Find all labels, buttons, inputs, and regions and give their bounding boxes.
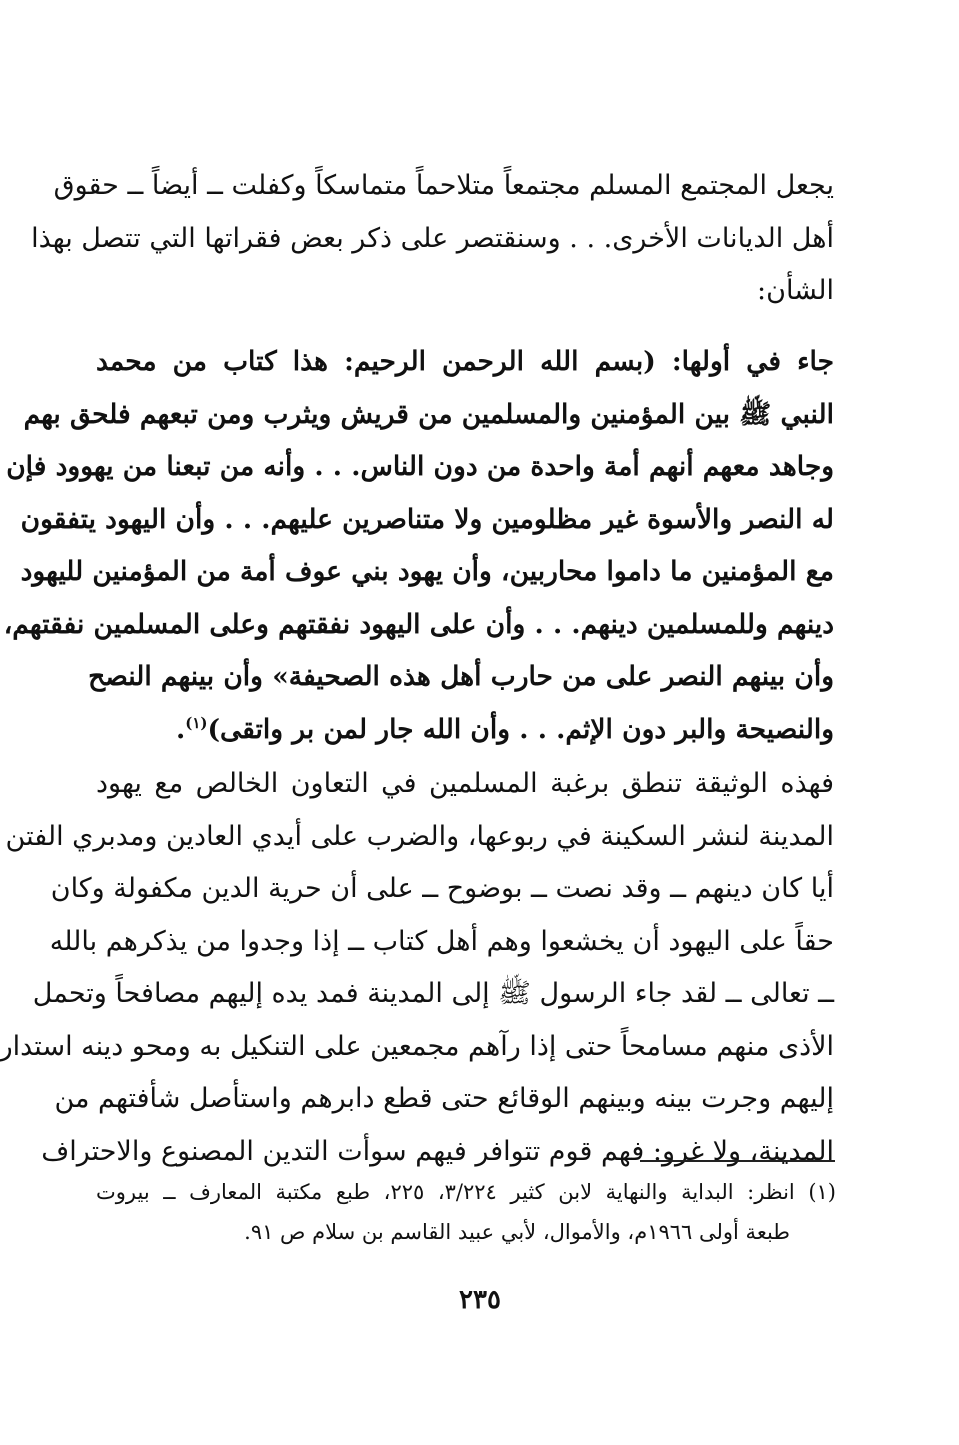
paragraph-line: المدينة لنشر السكينة في ربوعها، والضرب على أيدي العادين ومدبري الفتن xyxy=(5,820,834,852)
paragraph-line: دينهم وللمسلمين دينهم. . . وأن على اليهود نفقتهم وعلى المسلمين نفقتهم، xyxy=(3,608,834,640)
paragraph-line: حقاً على اليهود أن يخشعوا وهم أهل كتاب ــ إذا وجدوا من يذكرهم بالله xyxy=(49,925,834,957)
paragraph-line: جاء في أولها: (بسم الله الرحمن الرحيم: هذا كتاب من محمد xyxy=(96,346,834,377)
paragraph-line: أهل الديانات الأخرى. . . وسنقتصر على ذكر بعض فقراتها التي تتصل بهذا xyxy=(31,222,834,254)
paragraph-line: يجعل المجتمع المسلم مجتمعاً متلاحماً متماسكاً وكفلت ــ أيضاً ــ حقوق xyxy=(53,170,834,201)
paragraph-line: المدينة، ولا غرو: فهم قوم تتوافر فيهم سوأت التدين المصنوع والاحتراف xyxy=(41,1135,834,1167)
paragraph-2-quote xyxy=(3,336,834,756)
paragraph-line-text: والنصيحة والبر دون الإثم. . . وأن الله جار لمن بر واتقى) xyxy=(207,713,834,745)
paragraph-line: ــ تعالى ــ لقد جاء الرسول ﷺ إلى المدينة فمد يده إليهم مصافحاً وتحمل xyxy=(32,978,834,1009)
paragraph-line: فهذه الوثيقة تنطق برغبة المسلمين في التعاون الخالص مع يهود xyxy=(96,768,834,799)
paragraph-line: له النصر والأسوة غير مظلومين ولا متناصرين عليهم. . . وأن اليهود يتفقون xyxy=(20,503,834,535)
paragraph-last-line xyxy=(96,704,834,757)
paragraph-line: وجاهد معهم أنهم أمة واحدة من دون الناس. . . وأنه من تبعنا من يهوود فإن xyxy=(6,451,834,482)
paragraph-line: النبي ﷺ بين المؤمنين والمسلمين من قريش ويثرب ومن تبعهم فلحق بهم xyxy=(23,398,834,430)
footnote-divider xyxy=(640,1160,835,1162)
paragraph-line: الأذى منهم مسامحاً حتى إذا رآهم مجمعين على التنكيل به ومحو دينه استدار xyxy=(0,1030,834,1062)
paragraph-3 xyxy=(0,758,834,1178)
footnote-line: طبعة أولى ١٩٦٦م، والأموال، لأبي عبيد القاسم بن سلام ص ٩١. xyxy=(244,1220,790,1244)
paragraph-line: أيا كان دينهم ــ وقد نصت ــ بوضوح ــ على أن حرية الدين مكفولة وكان xyxy=(50,873,834,904)
closing-period: . xyxy=(175,713,186,745)
footnote-line: (١) انظر: البداية والنهاية لابن كثير ٣/٢٢٤، ٢٢٥، طبع مكتبة المعارف ــ بيروت xyxy=(96,1180,836,1204)
paragraph-1 xyxy=(31,160,834,318)
paragraph-line: وأن بينهم النصر على من حارب أهل هذه الصحيفة» وأن بينهم النصح xyxy=(88,661,834,692)
page-number: ٢٣٥ xyxy=(459,1285,501,1315)
paragraph-line: إليهم وجرت بينه وبينهم الوقائع حتى قطع دابرهم واستأصل شأفتهم من xyxy=(54,1083,834,1114)
paragraph-line: مع المؤمنين ما داموا محاربين، وأن يهود بني عوف أمة من المؤمنين لليهود xyxy=(20,556,834,587)
paragraph-line: الشأن: xyxy=(757,275,834,306)
footnote-marker: (١) xyxy=(185,713,208,732)
footnotes xyxy=(96,1172,836,1252)
